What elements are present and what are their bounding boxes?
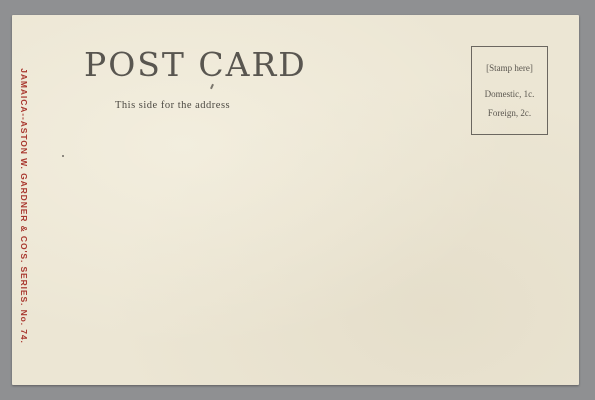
postcard-back xyxy=(12,15,579,385)
domestic-rate-label: Domestic, 1c. xyxy=(484,89,535,99)
address-side-note: This side for the address xyxy=(115,100,231,111)
paper-speck xyxy=(62,155,64,157)
ink-mark xyxy=(210,84,214,89)
stamp-box xyxy=(471,46,548,135)
foreign-rate-label: Foreign, 2c. xyxy=(487,108,532,118)
publisher-series-text: JAMAICA--ASTON W. GARDNER & CO'S. SERIES. No. 74. xyxy=(19,68,29,344)
post-card-title: POST CARD xyxy=(84,45,307,84)
stamp-here-label: [Stamp here] xyxy=(486,63,533,73)
